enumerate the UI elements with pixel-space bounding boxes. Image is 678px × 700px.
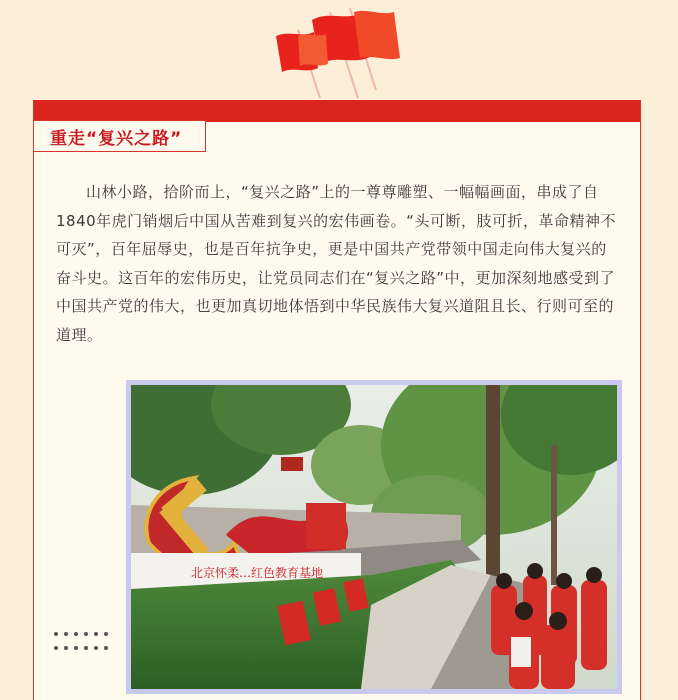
card-top-bar [34, 100, 640, 122]
sign-text: 北京怀柔…红色教育基地 [191, 566, 324, 580]
section-paragraph: 山林小路，拾阶而上，“复兴之路”上的一尊尊雕塑、一幅幅画面，串成了自1840年虎门销烟后中国从苦难到复兴的宏伟画卷。“头可断，肢可折，革命精神不可灭”，百年屈辱史，也是百年抗争史，更是中国共产党带领中国走向伟大复兴的奋斗史。这百年的宏伟历史，让党员同志们在“复兴之路”中，更加深刻地感受到了中国共产党的伟大，也更加真切地体悟到中华民族伟大复兴道阻且长、行则可至的道理。 [56, 183, 616, 344]
red-flag-icon [268, 0, 418, 100]
dots-decoration-icon [52, 630, 112, 652]
photo-frame [126, 380, 622, 694]
revival-road-photo [131, 385, 617, 689]
section-title: 重走“复兴之路” [50, 128, 183, 149]
section-title-box [34, 120, 206, 152]
